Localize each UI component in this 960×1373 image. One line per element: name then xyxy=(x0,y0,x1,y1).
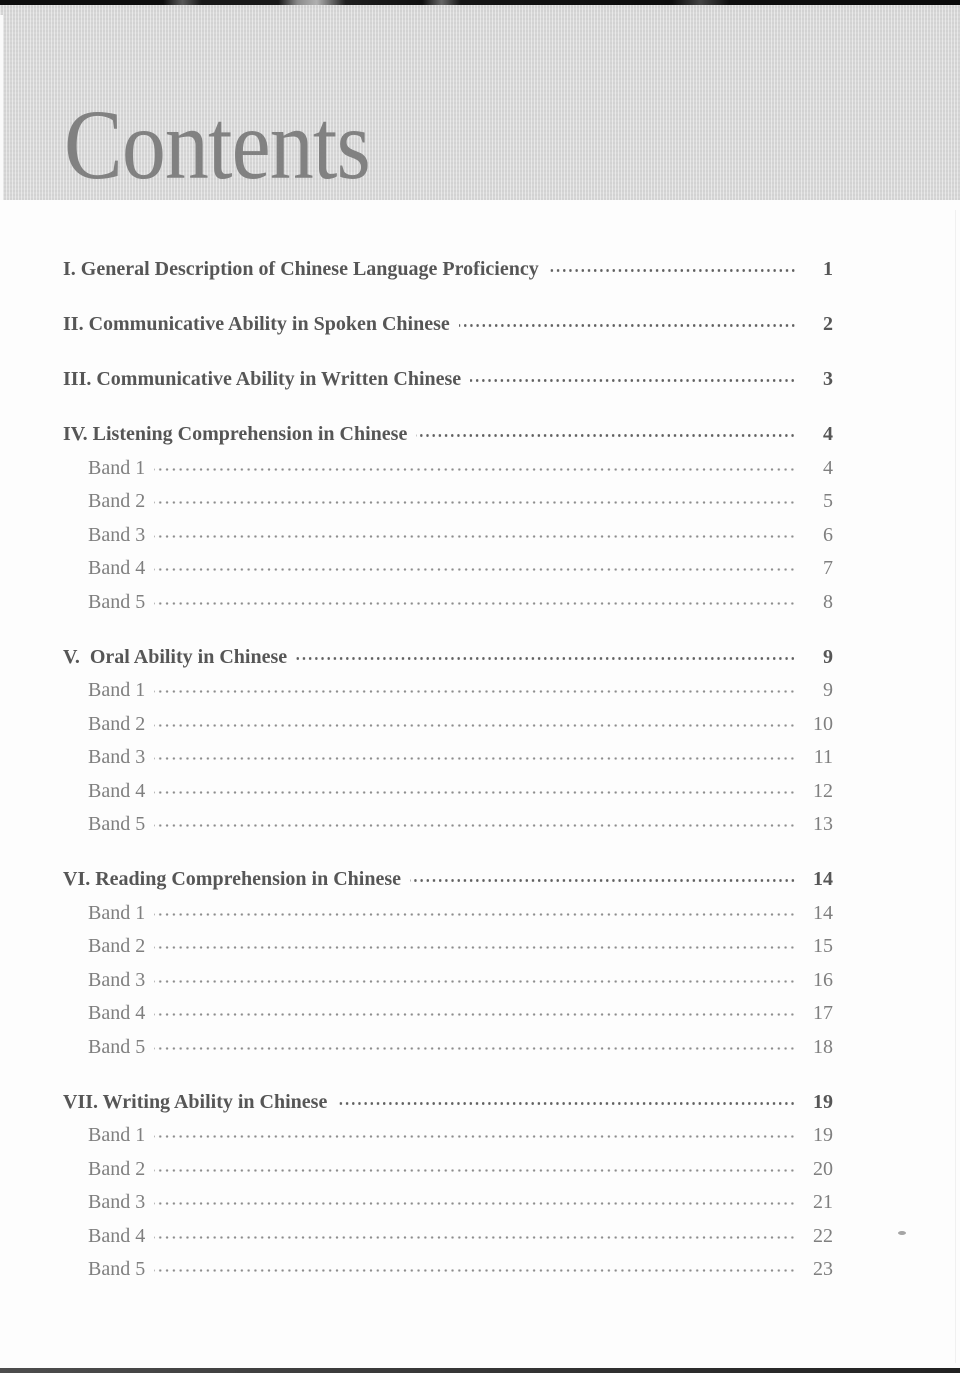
toc-band-label: Band 2 xyxy=(88,1157,146,1180)
toc-band-label: Band 3 xyxy=(88,523,146,546)
toc-page-number: 20 xyxy=(813,1157,833,1180)
toc-band-label: Band 2 xyxy=(88,490,146,513)
toc-section-label: II. Communicative Ability in Spoken Chinese xyxy=(63,313,450,336)
toc-band-row xyxy=(63,1220,833,1254)
dot-leader xyxy=(154,945,796,950)
dot-leader xyxy=(336,1101,796,1106)
toc-page-number: 16 xyxy=(813,968,833,991)
dot-leader xyxy=(154,756,796,761)
toc-band-label: Band 1 xyxy=(88,901,146,924)
toc-section-row xyxy=(63,308,833,342)
dot-leader xyxy=(154,601,796,606)
toc-section-label: V. Oral Ability in Chinese xyxy=(63,645,288,668)
toc-band-label: Band 5 xyxy=(88,1258,146,1281)
toc-page-number: 19 xyxy=(813,1124,833,1147)
toc-section-row xyxy=(63,1086,833,1120)
dot-leader xyxy=(548,268,796,273)
toc-band-row xyxy=(63,452,833,486)
toc-band-label: Band 3 xyxy=(88,746,146,769)
dot-leader xyxy=(410,878,796,883)
toc-page-number: 8 xyxy=(823,590,833,613)
dot-leader xyxy=(154,912,796,917)
toc-page-number: 4 xyxy=(823,456,833,479)
toc-section-label: VII. Writing Ability in Chinese xyxy=(63,1090,328,1113)
dot-leader xyxy=(459,323,796,328)
dot-leader xyxy=(154,534,796,539)
toc-page-number: 6 xyxy=(823,523,833,546)
toc-section-label: VI. Reading Comprehension in Chinese xyxy=(63,868,402,891)
toc-page-number: 17 xyxy=(813,1002,833,1025)
dot-leader xyxy=(154,790,796,795)
toc-band-label: Band 2 xyxy=(88,935,146,958)
toc-band-label: Band 4 xyxy=(88,1224,146,1247)
toc-section-label: III. Communicative Ability in Written Chinese xyxy=(63,368,462,391)
toc-band-row xyxy=(63,897,833,931)
toc-page-number: 10 xyxy=(813,712,833,735)
toc-band-row xyxy=(63,519,833,553)
toc-page-number: 14 xyxy=(813,901,833,924)
dot-leader xyxy=(154,823,796,828)
toc-band-label: Band 3 xyxy=(88,968,146,991)
toc-band-row xyxy=(63,485,833,519)
toc-band-row xyxy=(63,586,833,620)
toc-band-label: Band 2 xyxy=(88,712,146,735)
toc-band-label: Band 4 xyxy=(88,1002,146,1025)
dot-leader xyxy=(154,1134,796,1139)
toc-band-row xyxy=(63,1153,833,1187)
toc-page-number: 12 xyxy=(813,779,833,802)
dot-leader xyxy=(154,1201,796,1206)
toc-page-number: 14 xyxy=(813,868,833,891)
toc-page-number: 1 xyxy=(823,258,833,281)
dot-leader xyxy=(154,1235,796,1240)
toc-page-number: 11 xyxy=(813,746,833,769)
dot-leader xyxy=(154,467,796,472)
toc-band-label: Band 1 xyxy=(88,1124,146,1147)
toc-band-row xyxy=(63,1031,833,1065)
dot-leader xyxy=(154,1268,796,1273)
table-of-contents xyxy=(63,253,833,1287)
dot-leader xyxy=(154,979,796,984)
toc-band-label: Band 5 xyxy=(88,590,146,613)
toc-band-row xyxy=(63,930,833,964)
toc-page-number: 4 xyxy=(823,423,833,446)
toc-band-label: Band 3 xyxy=(88,1191,146,1214)
toc-band-label: Band 1 xyxy=(88,679,146,702)
toc-band-row xyxy=(63,775,833,809)
dot-leader xyxy=(154,567,796,572)
dot-leader xyxy=(154,1168,796,1173)
contents-banner xyxy=(0,5,960,200)
dot-leader xyxy=(154,1046,796,1051)
toc-page-number: 13 xyxy=(813,813,833,836)
toc-section-row xyxy=(63,253,833,287)
toc-section-row xyxy=(63,363,833,397)
dot-leader xyxy=(154,1012,796,1017)
toc-band-label: Band 4 xyxy=(88,557,146,580)
toc-page-number: 18 xyxy=(813,1035,833,1058)
toc-band-row xyxy=(63,1253,833,1287)
toc-band-row xyxy=(63,674,833,708)
toc-section-label: I. General Description of Chinese Language Proficiency xyxy=(63,258,539,281)
toc-band-row xyxy=(63,997,833,1031)
toc-band-row xyxy=(63,964,833,998)
toc-page-number: 21 xyxy=(813,1191,833,1214)
toc-page-number: 9 xyxy=(823,645,833,668)
toc-section-row xyxy=(63,418,833,452)
toc-band-row xyxy=(63,552,833,586)
toc-band-row xyxy=(63,1119,833,1153)
toc-page-number: 7 xyxy=(823,557,833,580)
dot-leader xyxy=(470,378,796,383)
toc-page-number: 15 xyxy=(813,935,833,958)
toc-section-label: IV. Listening Comprehension in Chinese xyxy=(63,423,408,446)
dot-leader xyxy=(296,656,796,661)
scan-artifact-dot xyxy=(898,1231,906,1235)
dot-leader xyxy=(416,433,796,438)
toc-band-row xyxy=(63,808,833,842)
scan-edge-right xyxy=(955,210,956,1363)
toc-section-row xyxy=(63,641,833,675)
toc-band-label: Band 5 xyxy=(88,1035,146,1058)
toc-band-label: Band 1 xyxy=(88,456,146,479)
toc-band-row xyxy=(63,741,833,775)
toc-band-row xyxy=(63,1186,833,1220)
toc-page-number: 5 xyxy=(823,490,833,513)
page-title: Contents xyxy=(64,89,370,200)
toc-band-label: Band 4 xyxy=(88,779,146,802)
toc-page-number: 23 xyxy=(813,1258,833,1281)
toc-page-number: 3 xyxy=(823,368,833,391)
dot-leader xyxy=(154,500,796,505)
dot-leader xyxy=(154,689,796,694)
dot-leader xyxy=(154,723,796,728)
toc-page-number: 9 xyxy=(823,679,833,702)
toc-page-number: 19 xyxy=(813,1090,833,1113)
scan-edge-bottom xyxy=(0,1368,960,1373)
toc-band-label: Band 5 xyxy=(88,813,146,836)
toc-page-number: 2 xyxy=(823,313,833,336)
toc-band-row xyxy=(63,708,833,742)
toc-section-row xyxy=(63,863,833,897)
toc-page-number: 22 xyxy=(813,1224,833,1247)
